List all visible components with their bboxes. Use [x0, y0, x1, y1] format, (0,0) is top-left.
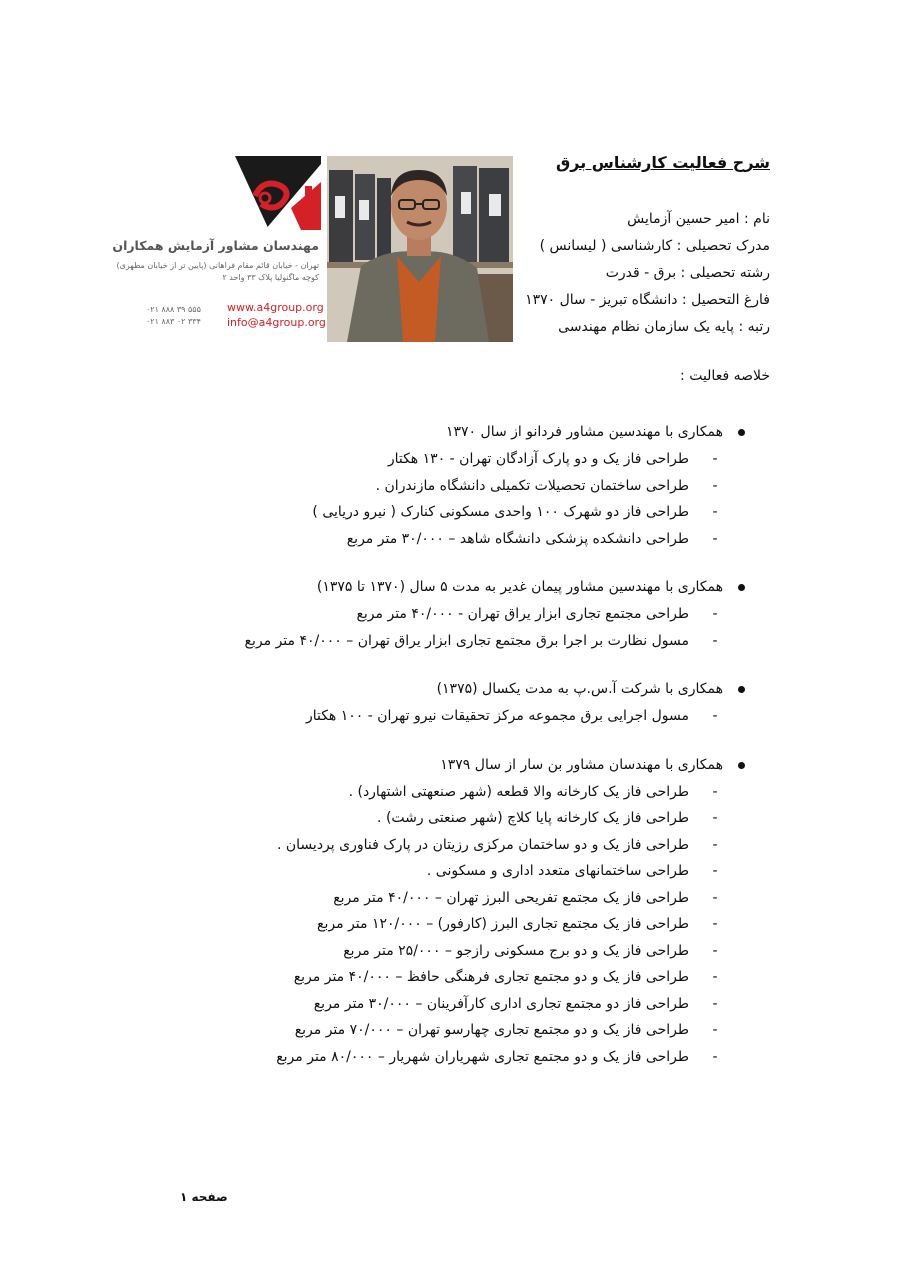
list-item: [245, 1044, 745, 1071]
info-rank: رتبه : پایه یک سازمان نظام مهندسی: [558, 319, 770, 335]
group-heading-text: همکاری با مهندسان مشاور بن سار از سال ۱۳۷۹: [440, 756, 723, 773]
address-line: تهران - خیابان قائم مقام فراهانی (پایین تر از خیابان مطهری): [116, 261, 319, 270]
list-item-text: مسول نظارت بر اجرا برق مجتمع تجاری ابزار یراق تهران – ۴۰/۰۰۰ متر مربع: [244, 632, 689, 649]
a4-logo-icon: [235, 156, 321, 230]
list-item: [245, 779, 745, 806]
activity-group: [245, 675, 745, 730]
list-item-text: طراحی فاز یک و دو برج مسکونی رازجو – ۲۵/۰۰۰ متر مربع: [343, 942, 689, 959]
list-item: [245, 858, 745, 885]
list-item-text: طراحی فاز یک و دو مجتمع تجاری شهریاران شهریار – ۸۰/۰۰۰ متر مربع: [276, 1048, 689, 1065]
group-heading-text: همکاری با مهندسین مشاور پیمان غدیر به مدت ۵ سال (۱۳۷۰ تا ۱۳۷۵): [316, 579, 723, 595]
dash-icon: -: [712, 836, 718, 853]
dash-icon: -: [712, 477, 718, 494]
info-name: نام : امیر حسین آزمایش: [627, 211, 770, 227]
page-title: شرح فعالیت کارشناس برق: [555, 153, 770, 172]
summary-label: خلاصه فعالیت :: [680, 368, 770, 384]
dash-icon: -: [712, 708, 718, 724]
activity-group: [245, 573, 745, 654]
bullet-icon: [738, 584, 745, 591]
group-heading: [245, 573, 745, 601]
list-item-text: طراحی ساختمان تحصیلات تکمیلی دانشگاه مازندران .: [375, 477, 689, 494]
group-heading: [245, 751, 745, 779]
activity-group: [245, 751, 745, 1071]
website-link[interactable]: www.a4group.org: [227, 301, 324, 314]
list-item-text: طراحی فاز دو شهرک ۱۰۰ واحدی مسکونی کنارک ( نیرو دریایی ): [312, 504, 689, 520]
company-logo-block: [112, 156, 326, 342]
address-line: کوچه ماگنولیا پلاک ۳۳ واحد ۲: [222, 273, 319, 282]
list-item-text: طراحی فاز یک مجتمع تفریحی البرز تهران – ۴۰/۰۰۰ متر مربع: [333, 889, 689, 906]
list-item: [245, 885, 745, 912]
email-link[interactable]: info@a4group.org: [227, 316, 326, 329]
dash-icon: -: [712, 530, 718, 547]
info-graduation: فارغ التحصیل : دانشگاه تبریز - سال ۱۳۷۰: [525, 292, 770, 308]
list-item-text: طراحی دانشکده پزشکی دانشگاه شاهد – ۳۰/۰۰۰ متر مربع: [346, 530, 689, 547]
personal-info: [525, 206, 770, 341]
bullet-icon: [738, 686, 745, 693]
list-item-text: طراحی فاز یک و دو پارک آزادگان تهران - ۱۳۰ هکتار: [387, 451, 689, 467]
list-item: [245, 805, 745, 832]
dash-icon: -: [712, 783, 718, 800]
group-heading-text: همکاری با شرکت آ.س.پ به مدت یکسال (۱۳۷۵): [436, 681, 723, 697]
info-field: رشته تحصیلی : برق - قدرت: [605, 265, 770, 281]
list-item: [245, 832, 745, 859]
list-item: [245, 601, 745, 628]
list-item-text: طراحی فاز دو مجتمع تجاری اداری کارآفرینان – ۳۰/۰۰۰ متر مربع: [313, 995, 689, 1012]
list-item-text: طراحی فاز یک مجتمع تجاری البرز (کارفور) – ۱۲۰/۰۰۰ متر مربع: [317, 916, 689, 932]
bullet-icon: [738, 429, 745, 436]
dash-icon: -: [712, 889, 718, 906]
list-item-text: طراحی مجتمع تجاری ابزار یراق تهران - ۴۰/۰۰۰ متر مربع: [356, 606, 689, 622]
list-item: [245, 473, 745, 500]
list-item: [245, 703, 745, 730]
dash-icon: -: [712, 863, 718, 879]
phone-number: ۰۲۱ ۸۸۳ ۰۲ ۳۳۴: [146, 317, 201, 326]
group-heading: [245, 418, 745, 446]
list-item-text: مسول اجرایی برق مجموعه مرکز تحقیقات نیرو تهران - ۱۰۰ هکتار: [305, 708, 689, 724]
portrait-photo: [327, 156, 513, 342]
list-item: [245, 446, 745, 473]
dash-icon: -: [712, 1048, 718, 1065]
list-item: [245, 1017, 745, 1044]
list-item-text: طراحی فاز یک و دو مجتمع تجاری چهارسو تهران – ۷۰/۰۰۰ متر مربع: [294, 1022, 689, 1038]
dash-icon: -: [712, 810, 718, 826]
bullet-icon: [738, 762, 745, 769]
list-item: [245, 991, 745, 1018]
list-item-text: طراحی فاز یک کارخانه پایا کلاچ (شهر صنعتی رشت) .: [377, 810, 689, 826]
list-item: [245, 526, 745, 553]
dash-icon: -: [712, 916, 718, 932]
list-item-text: طراحی فاز یک و دو ساختمان مرکزی رزیتان در پارک فناوری پردیسان .: [276, 836, 689, 853]
company-name: مهندسان مشاور آزمایش همکاران: [112, 238, 319, 253]
page-number: صفحه ۱: [180, 1190, 228, 1204]
group-heading-text: همکاری با مهندسین مشاور فردانو از سال ۱۳۷۰: [446, 424, 723, 440]
company-phones: [146, 304, 201, 328]
list-item-text: طراحی فاز یک و دو مجتمع تجاری فرهنگی حافظ – ۴۰/۰۰۰ متر مربع: [293, 969, 689, 985]
dash-icon: -: [712, 1022, 718, 1038]
activity-list: [245, 418, 745, 1091]
list-item: [245, 911, 745, 938]
phone-number: ۰۲۱ ۸۸۸ ۳۹ ۵۵۵: [146, 305, 201, 314]
info-degree: مدرک تحصیلی : کارشناسی ( لیسانس ): [539, 238, 770, 254]
list-item: [245, 628, 745, 655]
list-item: [245, 499, 745, 526]
dash-icon: -: [712, 632, 718, 649]
dash-icon: -: [712, 995, 718, 1012]
company-address: [116, 260, 319, 284]
dash-icon: -: [712, 504, 718, 520]
list-item: [245, 938, 745, 965]
dash-icon: -: [712, 969, 718, 985]
dash-icon: -: [712, 606, 718, 622]
dash-icon: -: [712, 942, 718, 959]
group-heading: [245, 675, 745, 703]
list-item-text: طراحی فاز یک کارخانه والا قطعه (شهر صنعهتی اشتهارد) .: [348, 783, 689, 800]
list-item: [245, 964, 745, 991]
list-item-text: طراحی ساختمانهای متعدد اداری و مسکونی .: [426, 863, 689, 879]
activity-group: [245, 418, 745, 552]
dash-icon: -: [712, 451, 718, 467]
company-contact: [227, 300, 326, 330]
portrait-illustration: [327, 156, 513, 342]
